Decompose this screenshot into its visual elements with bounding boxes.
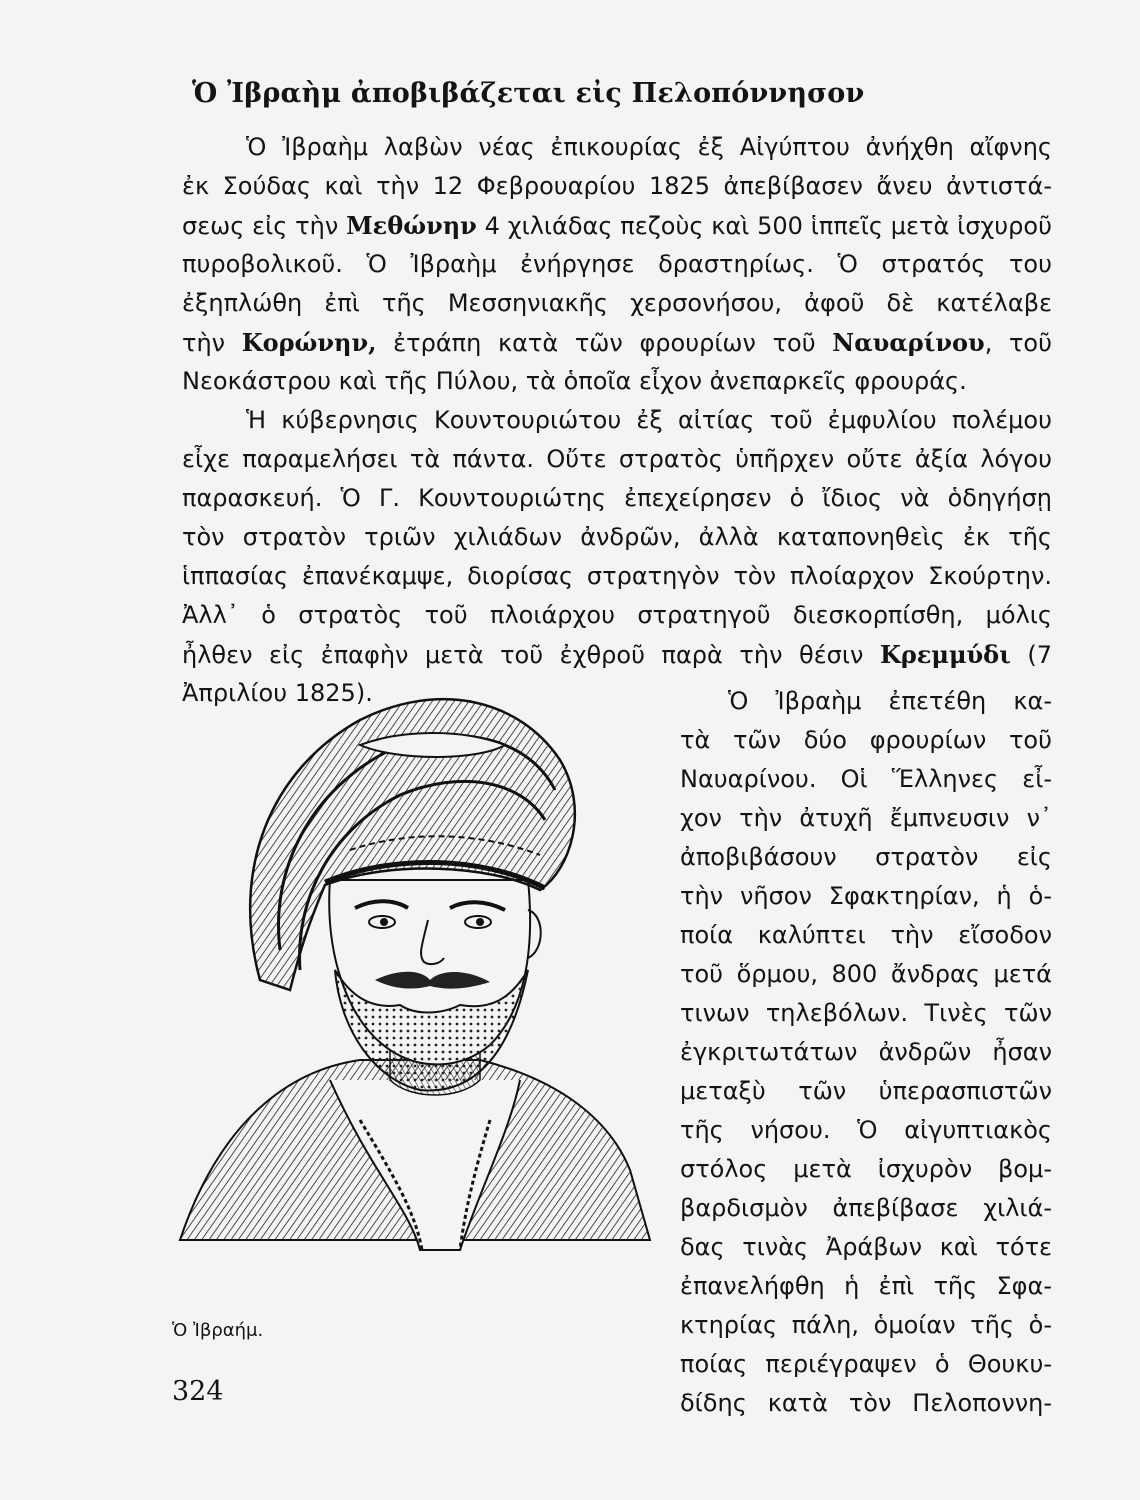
text-run: Ναυαρίνου. Οἱ Ἕλληνες εἶ- xyxy=(680,765,1052,793)
text-run: , τοῦ xyxy=(984,329,1052,357)
text-line xyxy=(680,1384,1052,1423)
page-number: 324 xyxy=(172,1376,224,1407)
text-run: δίδης κατὰ τὸν Πελοποννη- xyxy=(680,1389,1052,1417)
text-run: ποίας περιέγραψεν ὁ Θουκυ- xyxy=(680,1350,1052,1378)
bold-place-name: Κρεμμύδι xyxy=(879,640,1011,669)
text-run: Ἀπριλίου 1825). xyxy=(182,679,373,707)
text-line xyxy=(680,1345,1052,1384)
text-run: τοῦ ὅρμου, 800 ἄνδρας μετά xyxy=(680,960,1052,988)
text-line xyxy=(182,557,1052,596)
text-line xyxy=(680,1228,1052,1267)
bold-place-name: Ναυαρίνου xyxy=(832,328,985,357)
text-run: ἐτράπη κατὰ τῶν φρουρίων τοῦ xyxy=(376,329,833,357)
text-line xyxy=(182,479,1052,518)
text-line xyxy=(182,128,1052,167)
text-line xyxy=(680,1267,1052,1306)
text-run: 4 χιλιάδας πεζοὺς καὶ 500 ἱππεῖς μετὰ ἰσχυροῦ xyxy=(476,212,1052,240)
text-run: τὴν νῆσον Σφακτηρίαν, ἡ ὁ- xyxy=(680,882,1052,910)
text-line xyxy=(182,206,1052,245)
text-line xyxy=(182,323,1052,362)
text-line xyxy=(182,284,1052,323)
text-run: ἱππασίας ἐπανέκαμψε, διορίσας στρατηγὸν τὸν πλοίαρχον Σκούρτην. xyxy=(182,562,1052,590)
text-run: σεως εἰς τὴν xyxy=(182,212,347,240)
text-run: τὰ τῶν δύο φρουρίων τοῦ xyxy=(680,726,1052,754)
bold-place-name: Κορώνην, xyxy=(241,328,377,357)
ibrahim-portrait-engraving xyxy=(160,650,685,1310)
text-line xyxy=(680,1189,1052,1228)
main-text-block xyxy=(182,128,1052,713)
text-run: στόλος μετὰ ἰσχυρὸν βομ- xyxy=(680,1155,1052,1183)
text-run: Ὁ Ἰβραὴμ λαβὼν νέας ἐπικουρίας ἐξ Αἰγύπτου ἀνήχθη αἴφνης xyxy=(246,133,1052,161)
text-line xyxy=(182,596,1052,635)
text-line xyxy=(182,362,1052,401)
text-run: βαρδισμὸν ἀπεβίβασε χιλιά- xyxy=(680,1194,1052,1222)
text-run: ἐπανελήφθη ἡ ἐπὶ τῆς Σφα- xyxy=(680,1272,1052,1300)
text-run: ἐκ Σούδας καὶ τὴν 12 Φεβρουαρίου 1825 ἀπεβίβασεν ἄνευ ἀντιστά- xyxy=(182,172,1052,200)
text-line xyxy=(680,1306,1052,1345)
bold-place-name: Μεθώνην xyxy=(346,211,477,240)
text-run: Νεοκάστρου καὶ τῆς Πύλου, τὰ ὁποῖα εἶχον ἀνεπαρκεῖς φρουράς. xyxy=(182,367,967,395)
text-line xyxy=(680,1072,1052,1111)
text-line xyxy=(182,440,1052,479)
text-run: Ἀλλ᾽ ὁ στρατὸς τοῦ πλοιάρχου στρατηγοῦ διεσκορπίσθη, μόλις xyxy=(182,601,1052,629)
text-run: Ἡ κύβερνησις Κουντουριώτου ἐξ αἰτίας τοῦ ἐμφυλίου πολέμου xyxy=(246,406,1052,434)
text-line xyxy=(182,401,1052,440)
text-line xyxy=(680,994,1052,1033)
side-text-block xyxy=(680,682,1052,1423)
text-line xyxy=(680,1111,1052,1150)
text-line xyxy=(680,682,1052,721)
text-run: τὸν στρατὸν τριῶν χιλιάδων ἀνδρῶν, ἀλλὰ καταπονηθεὶς ἐκ τῆς xyxy=(182,523,1052,551)
text-run: εἶχε παραμελήσει τὰ πάντα. Οὔτε στρατὸς ὑπῆρχεν οὔτε ἀξία λόγου xyxy=(182,445,1052,473)
text-run: κτηρίας πάλη, ὁμοίαν τῆς ὁ- xyxy=(680,1311,1052,1339)
text-run: ἐγκριτωτάτων ἀνδρῶν ἦσαν xyxy=(680,1038,1052,1066)
text-line xyxy=(680,799,1052,838)
text-line xyxy=(680,916,1052,955)
text-line xyxy=(182,518,1052,557)
text-run: ἐξηπλώθη ἐπὶ τῆς Μεσσηνιακῆς χερσονήσου, ἀφοῦ δὲ κατέλαβε xyxy=(182,289,1052,317)
text-run: Ὁ Ἰβραὴμ ἐπετέθη κα- xyxy=(728,687,1052,715)
text-run: ποία καλύπτει τὴν εἴσοδον xyxy=(680,921,1052,949)
text-run: χον τὴν ἀτυχῆ ἔμπνευσιν ν᾽ xyxy=(680,804,1052,832)
text-run: τινων τηλεβόλων. Τινὲς τῶν xyxy=(680,999,1052,1027)
text-run: μεταξὺ τῶν ὑπερασπιστῶν xyxy=(680,1077,1052,1105)
text-line xyxy=(680,955,1052,994)
text-line xyxy=(680,1033,1052,1072)
text-line xyxy=(182,245,1052,284)
text-line xyxy=(680,877,1052,916)
text-run: τὴν xyxy=(182,329,242,357)
text-run: ἀποβιβάσουν στρατὸν εἰς xyxy=(680,843,1052,871)
text-line xyxy=(680,1150,1052,1189)
text-line xyxy=(680,760,1052,799)
text-line xyxy=(680,721,1052,760)
text-run: παρασκευή. Ὁ Γ. Κουντουριώτης ἐπεχείρησεν ὁ ἴδιος νὰ ὁδηγήσῃ xyxy=(182,484,1052,512)
section-heading: Ὁ Ἰβραὴμ ἀποβιβάζεται εἰς Πελοπόννησον xyxy=(192,78,865,109)
text-line xyxy=(680,838,1052,877)
portrait-caption: Ὁ Ἰβραήμ. xyxy=(172,1320,264,1341)
text-run: ἦλθεν εἰς ἐπαφὴν μετὰ τοῦ ἐχθροῦ παρὰ τὴν θέσιν xyxy=(182,641,880,669)
text-run: δας τινὰς Ἀράβων καὶ τότε xyxy=(680,1233,1052,1261)
text-line xyxy=(182,167,1052,206)
text-run: (7 xyxy=(1010,641,1052,669)
text-run: τῆς νήσου. Ὁ αἰγυπτιακὸς xyxy=(680,1116,1052,1144)
text-run: πυροβολικοῦ. Ὁ Ἰβραὴμ ἐνήργησε δραστηρίως. Ὁ στρατός του xyxy=(182,250,1052,278)
